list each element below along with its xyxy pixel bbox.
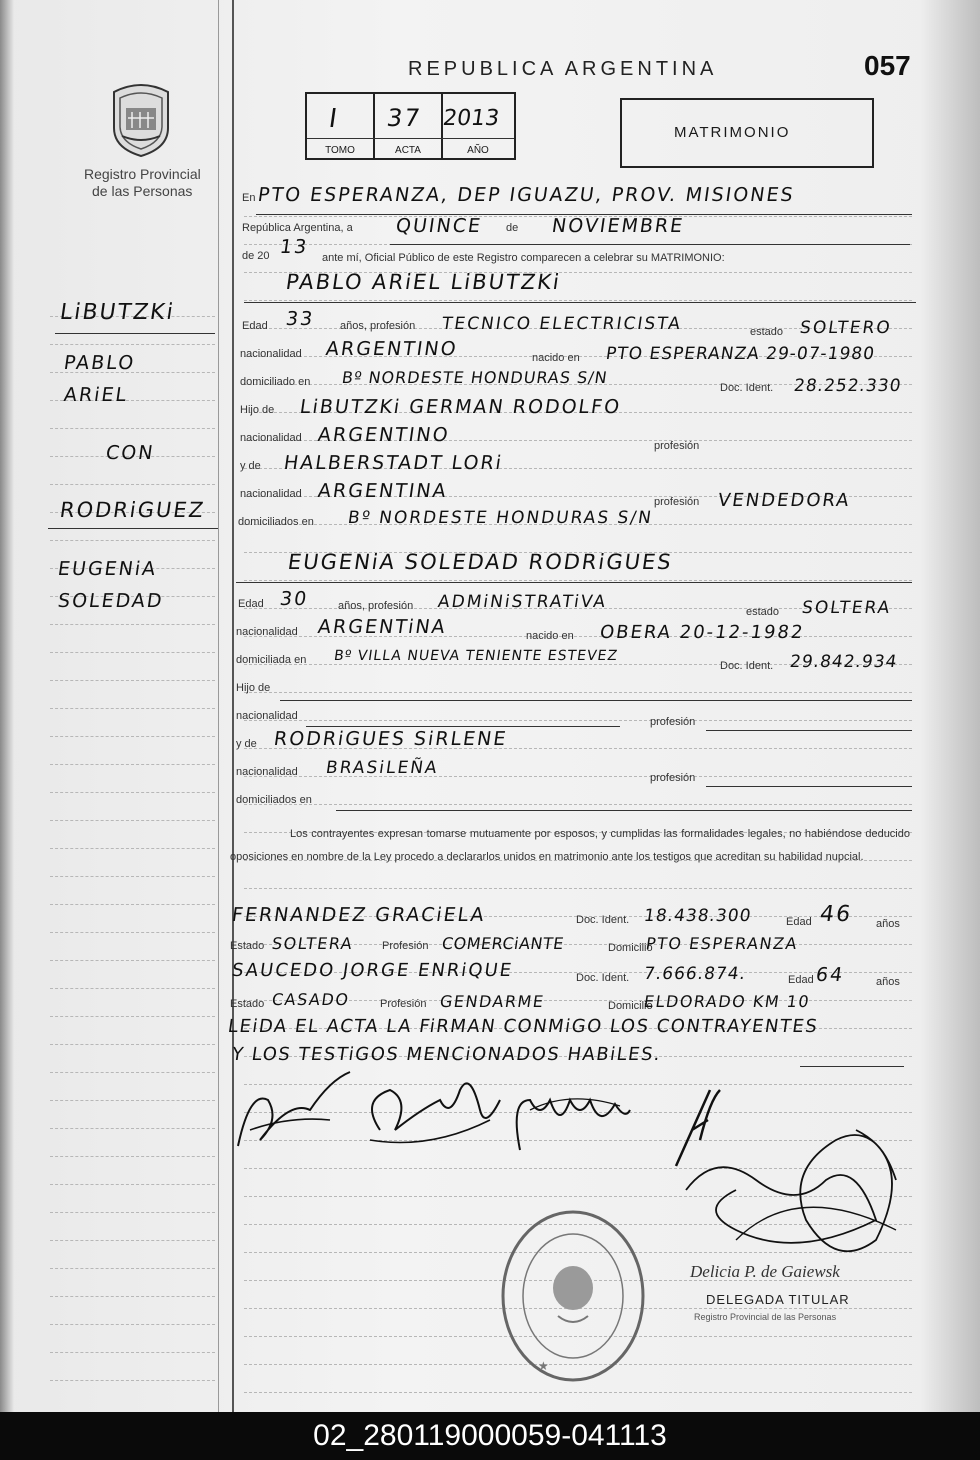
contrayente1-nacido-en: PTO ESPERANZA 29-07-1980	[604, 344, 877, 364]
label-nacionalidad-padre-1: nacionalidad	[240, 432, 302, 444]
label-domiciliada-2: domiciliada en	[236, 654, 307, 666]
acta-label: ACTA	[395, 145, 421, 156]
margin-ruled-line	[50, 344, 215, 345]
margin-name-1a: PABLO	[62, 352, 137, 374]
contrayente1-nombre: PABLO ARiEL LiBUTZKi	[284, 270, 563, 294]
margin-ruled-line	[50, 1352, 215, 1353]
contrayente1-nacionalidad: ARGENTINO	[324, 338, 460, 360]
margin-ruled-line	[50, 988, 215, 989]
label-edad-1: Edad	[242, 320, 268, 332]
label-doc-t1: Doc. Ident.	[576, 914, 630, 926]
signature-contrayente-1	[238, 1072, 350, 1146]
margin-ruled-line	[50, 1240, 215, 1241]
coat-of-arms-icon	[108, 78, 174, 158]
contrayente1-madre: HALBERSTADT LORi	[282, 452, 505, 474]
contrayente2-nacido-en: OBERA 20-12-1982	[598, 622, 806, 643]
contrayente2-edad: 30	[278, 588, 310, 610]
contrayente1-padres-domicilio: Bº NORDESTE HONDURAS S/N	[346, 508, 655, 528]
margin-surname-1: LiBUTZKi	[58, 300, 177, 325]
ruled-line	[244, 692, 912, 693]
margin-ruled-line	[50, 624, 215, 625]
margin-ruled-line	[50, 1016, 215, 1017]
label-profesion-padre-1: profesión	[654, 440, 700, 452]
acta-type-box	[620, 98, 874, 168]
margin-ruled-line	[50, 1268, 215, 1269]
label-domiciliados-2: domiciliados en	[236, 794, 312, 806]
label-estado-t1: Estado	[230, 940, 265, 952]
margin-ruled-line	[50, 876, 215, 877]
contrayente1-doc: 28.252.330	[792, 376, 903, 396]
anio-value: 2013	[441, 106, 501, 131]
margin-ruled-line	[50, 960, 215, 961]
margin-ruled-line	[50, 1100, 215, 1101]
label-nacido-en-1: nacido en	[532, 352, 580, 364]
margin-ruled-line	[50, 1044, 215, 1045]
label-domiciliado-1: domiciliado en	[240, 376, 311, 388]
label-hijo-de-1: Hijo de	[240, 404, 275, 416]
label-profesion-padre-2: profesión	[650, 716, 696, 728]
contrayente2-madre-nacionalidad: BRASiLEÑA	[324, 758, 440, 778]
ruled-line	[244, 804, 912, 805]
contrayente1-edad: 33	[284, 308, 316, 330]
page-title: REPUBLICA ARGENTINA	[408, 58, 718, 80]
margin-ruled-line	[50, 708, 215, 709]
testigo1-doc: 18.438.300	[642, 906, 753, 926]
contrayente2-nacionalidad: ARGENTiNA	[316, 616, 449, 638]
anio-label: AÑO	[467, 145, 489, 156]
label-nacionalidad-madre-2: nacionalidad	[236, 766, 298, 778]
margin-rule	[232, 0, 234, 1412]
signatures	[230, 1060, 700, 1170]
testigo1-edad: 46	[818, 902, 854, 927]
testigo2-profesion: GENDARME	[438, 992, 546, 1011]
label-domiciliados-1: domiciliados en	[238, 516, 314, 528]
contrayente1-padre-nacionalidad: ARGENTINO	[316, 424, 452, 446]
margin-ruled-line	[50, 540, 215, 541]
ruled-line	[244, 300, 912, 301]
margin-ruled-line	[50, 1380, 215, 1381]
contrayente2-doc: 29.842.934	[788, 652, 899, 672]
margin-name-2b: SOLEDAD	[56, 590, 166, 612]
margin-ruled-line	[50, 680, 215, 681]
contrayente2-madre: RODRiGUES SiRLENE	[272, 728, 509, 750]
acta-dia: QUINCE	[394, 215, 484, 237]
contrayente1-estado: SOLTERO	[798, 318, 894, 338]
firma-cargo: DELEGADA TITULAR	[706, 1292, 850, 1307]
label-domicilio-t1: Domicilio	[608, 942, 653, 954]
label-nacionalidad-2: nacionalidad	[236, 626, 298, 638]
label-nacionalidad-padre-2: nacionalidad	[236, 710, 298, 722]
registry-name-line2: de las Personas	[92, 183, 193, 199]
label-domicilio-t2: Domicilio	[608, 1000, 653, 1012]
margin-name-2a: EUGENiA	[56, 558, 159, 580]
page-shadow-right	[920, 0, 980, 1412]
label-edad-t1: Edad	[786, 916, 812, 928]
label-profesion-madre-2: profesión	[650, 772, 696, 784]
page-shadow-left	[0, 0, 14, 1412]
margin-ruled-line	[50, 932, 215, 933]
acta-lugar: PTO ESPERANZA, DEP IGUAZU, PROV. MISIONES	[256, 184, 797, 206]
testigo2-estado: CASADO	[270, 990, 351, 1009]
ruled-line	[244, 1392, 912, 1393]
document-id-footer: 02_280119000059-041113	[0, 1412, 980, 1460]
cierre-linea-2: Y LOS TESTiGOS MENCiONADOS HABiLES.	[230, 1044, 663, 1065]
testigo2-doc: 7.666.874.	[642, 964, 748, 984]
margin-ruled-line	[50, 1156, 215, 1157]
label-estado-2: estado	[746, 606, 780, 618]
label-nacionalidad-madre-1: nacionalidad	[240, 488, 302, 500]
star-icon: ★	[538, 1359, 549, 1373]
margin-ruled-line	[50, 1324, 215, 1325]
margin-ruled-line	[50, 848, 215, 849]
acta-anio: 13	[278, 236, 310, 258]
firma-registro: Registro Provincial de las Personas	[694, 1312, 837, 1322]
contrayente1-madre-nacionalidad: ARGENTINA	[316, 480, 450, 502]
margin-ruled-line	[50, 820, 215, 821]
label-republica: República Argentina, a	[242, 222, 353, 234]
acta-value: 37	[385, 104, 424, 132]
margin-ruled-line	[50, 484, 215, 485]
testigo1-domicilio: PTO ESPERANZA	[644, 934, 800, 953]
label-nacido-en-2: nacido en	[526, 630, 574, 642]
label-edad-2: Edad	[238, 598, 264, 610]
registry-logo	[108, 78, 174, 158]
record-number-box	[305, 92, 516, 160]
cierre-linea-1: LEiDA EL ACTA LA FiRMAN CONMiGO LOS CONTRAYENTES	[226, 1016, 820, 1037]
contrayente2-nombre: EUGENiA SOLEDAD RODRiGUES	[286, 550, 675, 574]
margin-ruled-line	[50, 1184, 215, 1185]
signature-contrayente-2	[372, 1083, 500, 1130]
ruled-line	[244, 720, 912, 721]
margin-ruled-line	[50, 792, 215, 793]
testigo1-estado: SOLTERA	[270, 934, 355, 953]
label-hijo-de-2: Hijo de	[236, 682, 271, 694]
contrayente2-estado: SOLTERA	[800, 598, 893, 618]
signature-testigo-1	[517, 1100, 630, 1150]
label-anos-profesion-2: años, profesión	[338, 600, 414, 612]
label-anos-t1: años	[876, 918, 900, 930]
testigo2-edad: 64	[814, 964, 846, 986]
label-ante-mi: ante mí, Oficial Público de este Registro comparecen a celebrar su MATRIMONIO:	[322, 252, 725, 264]
contrayente1-madre-profesion: VENDEDORA	[716, 490, 852, 511]
margin-ruled-line	[50, 904, 215, 905]
label-edad-t2: Edad	[788, 974, 814, 986]
contrayente1-padre: LiBUTZKi GERMAN RODOLFO	[298, 396, 623, 418]
margin-ruled-line	[50, 764, 215, 765]
label-nacionalidad-1: nacionalidad	[240, 348, 302, 360]
label-doc-1: Doc. Ident.	[720, 382, 774, 394]
label-profesion-madre-1: profesión	[654, 496, 700, 508]
label-y-de-1: y de	[240, 460, 261, 472]
margin-ruled-line	[50, 652, 215, 653]
testigo2-nombre: SAUCEDO JORGE ENRiQUE	[230, 960, 515, 981]
label-doc-2: Doc. Ident.	[720, 660, 774, 672]
label-y-de-2: y de	[236, 738, 257, 750]
margin-name-1b: ARiEL	[62, 384, 130, 406]
label-anos-t2: años	[876, 976, 900, 988]
tomo-value: I	[326, 104, 341, 134]
registry-name-line1: Registro Provincial	[84, 166, 201, 182]
acta-type: MATRIMONIO	[674, 124, 791, 141]
margin-ruled-line	[50, 736, 215, 737]
margin-ruled-line	[50, 1212, 215, 1213]
label-de: de	[506, 222, 519, 234]
label-doc-t2: Doc. Ident.	[576, 972, 630, 984]
folio-number: 057	[864, 50, 911, 81]
label-en: En	[242, 192, 256, 204]
signature-delegada	[676, 1120, 906, 1280]
margin-surname-2: RODRiGUEZ	[58, 498, 207, 522]
testigo2-domicilio: ELDORADO KM 10	[642, 992, 812, 1011]
label-de-20: de 20	[242, 250, 270, 262]
contrayente2-profesion: ADMiNiSTRATiVA	[436, 592, 609, 612]
label-estado-1: estado	[750, 326, 784, 338]
contrayente1-profesion: TECNICO ELECTRICISTA	[440, 314, 684, 334]
margin-ruled-line	[50, 1296, 215, 1297]
label-profesion-t1: Profesión	[382, 940, 429, 952]
testigo1-nombre: FERNANDEZ GRACiELA	[230, 904, 488, 926]
declaracion-text: Los contrayentes expresan tomarse mutuamente por esposos, y cumplidas las formalidades legales, no habiéndose deducido oposiciones en nombre de la Ley procedo a declararlos unidos en matrimonio ante los testigos que acreditan su habilidad nupcial.	[230, 828, 910, 863]
tomo-label: TOMO	[325, 145, 355, 156]
label-estado-t2: Estado	[230, 998, 265, 1010]
margin-ruled-line	[50, 428, 215, 429]
ruled-line	[244, 580, 912, 581]
margin-ruled-line	[50, 1128, 215, 1129]
testigo1-profesion: COMERCiANTE	[440, 934, 566, 953]
margin-rule-thin	[218, 0, 219, 1412]
label-profesion-t2: Profesión	[380, 998, 427, 1010]
firma-nombre: Delicia P. de Gaiewsk	[690, 1262, 840, 1281]
contrayente1-domicilio: Bº NORDESTE HONDURAS S/N	[340, 368, 609, 387]
label-anos-profesion-1: años, profesión	[340, 320, 416, 332]
margin-ruled-line	[50, 1072, 215, 1073]
acta-mes: NOVIEMBRE	[550, 215, 686, 237]
margin-con: CON	[104, 442, 156, 464]
ruled-line	[244, 888, 912, 889]
contrayente2-domicilio: Bº VILLA NUEVA TENIENTE ESTEVEZ	[332, 648, 620, 664]
official-stamp	[498, 1206, 648, 1386]
